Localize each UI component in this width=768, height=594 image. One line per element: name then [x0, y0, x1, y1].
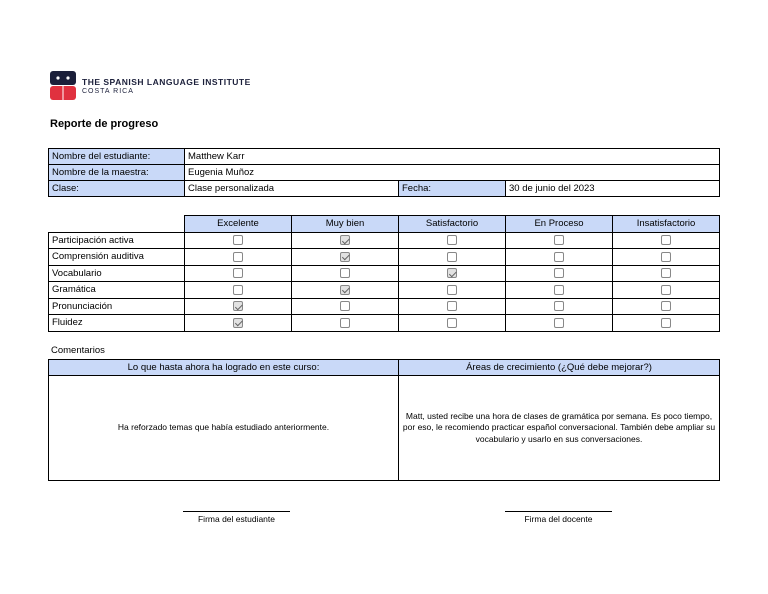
- rating-cell: [506, 315, 613, 332]
- rating-row: [49, 249, 720, 266]
- student-row: [49, 149, 720, 165]
- rating-table: [48, 215, 720, 332]
- rating-cell: [185, 315, 292, 332]
- rating-row-label: Vocabulario: [49, 265, 185, 282]
- unchecked-checkbox[interactable]: [447, 252, 457, 262]
- unchecked-checkbox[interactable]: [447, 285, 457, 295]
- rating-cell: [185, 232, 292, 249]
- rating-cell: [613, 315, 720, 332]
- growth-header: Áreas de crecimiento (¿Qué debe mejorar?): [399, 360, 720, 376]
- col-en-proceso: En Proceso: [506, 216, 613, 233]
- unchecked-checkbox[interactable]: [447, 235, 457, 245]
- col-insatisfactorio: Insatisfactorio: [613, 216, 720, 233]
- institute-name: THE SPANISH LANGUAGE INSTITUTE: [82, 77, 251, 87]
- rating-row: [49, 298, 720, 315]
- unchecked-checkbox[interactable]: [661, 301, 671, 311]
- checked-checkbox[interactable]: [340, 252, 350, 262]
- rating-header-row: [49, 216, 720, 233]
- unchecked-checkbox[interactable]: [233, 268, 243, 278]
- unchecked-checkbox[interactable]: [554, 252, 564, 262]
- rating-cell: [185, 282, 292, 299]
- rating-row-label: Gramática: [49, 282, 185, 299]
- comments-body-row: [49, 376, 720, 481]
- comments-table: [48, 359, 720, 481]
- unchecked-checkbox[interactable]: [340, 268, 350, 278]
- unchecked-checkbox[interactable]: [233, 285, 243, 295]
- teacher-label: Nombre de la maestra:: [49, 165, 185, 181]
- rating-cell: [613, 298, 720, 315]
- rating-cell: [399, 315, 506, 332]
- teacher-signature-label: Firma del docente: [524, 514, 593, 524]
- rating-cell: [399, 282, 506, 299]
- student-label: Nombre del estudiante:: [49, 149, 185, 165]
- rating-row: [49, 315, 720, 332]
- rating-cell: [613, 265, 720, 282]
- rating-row-label: Pronunciación: [49, 298, 185, 315]
- rating-cell: [292, 265, 399, 282]
- rating-cell: [506, 282, 613, 299]
- report-title: Reporte de progreso: [50, 118, 159, 130]
- student-signature-label: Firma del estudiante: [197, 514, 275, 524]
- rating-cell: [185, 298, 292, 315]
- unchecked-checkbox[interactable]: [340, 301, 350, 311]
- rating-corner: [49, 216, 185, 233]
- rating-cell: [292, 315, 399, 332]
- checked-checkbox[interactable]: [233, 301, 243, 311]
- achieved-text: Ha reforzado temas que había estudiado anteriormente.: [49, 376, 399, 481]
- date-label: Fecha:: [399, 181, 506, 197]
- rating-cell: [506, 298, 613, 315]
- rating-cell: [399, 249, 506, 266]
- rating-cell: [292, 298, 399, 315]
- col-satisfactorio: Satisfactorio: [399, 216, 506, 233]
- rating-cell: [292, 282, 399, 299]
- unchecked-checkbox[interactable]: [233, 252, 243, 262]
- rating-cell: [399, 265, 506, 282]
- unchecked-checkbox[interactable]: [340, 318, 350, 328]
- rating-cell: [292, 232, 399, 249]
- rating-row-label: Fluidez: [49, 315, 185, 332]
- unchecked-checkbox[interactable]: [233, 235, 243, 245]
- unchecked-checkbox[interactable]: [554, 235, 564, 245]
- unchecked-checkbox[interactable]: [554, 301, 564, 311]
- unchecked-checkbox[interactable]: [661, 268, 671, 278]
- unchecked-checkbox[interactable]: [447, 318, 457, 328]
- rating-row-label: Comprensión auditiva: [49, 249, 185, 266]
- class-label: Clase:: [49, 181, 185, 197]
- class-value: Clase personalizada: [185, 181, 399, 197]
- rating-body: [49, 232, 720, 331]
- rating-cell: [185, 265, 292, 282]
- teacher-name: Eugenia Muñoz: [185, 165, 720, 181]
- student-info-table: [48, 148, 720, 197]
- unchecked-checkbox[interactable]: [447, 301, 457, 311]
- rating-cell: [506, 232, 613, 249]
- unchecked-checkbox[interactable]: [554, 285, 564, 295]
- checked-checkbox[interactable]: [233, 318, 243, 328]
- rating-cell: [292, 249, 399, 266]
- rating-cell: [399, 298, 506, 315]
- rating-cell: [506, 249, 613, 266]
- institute-logo-icon: [50, 71, 76, 100]
- rating-cell: [613, 232, 720, 249]
- unchecked-checkbox[interactable]: [661, 235, 671, 245]
- checked-checkbox[interactable]: [340, 285, 350, 295]
- teacher-row: [49, 165, 720, 181]
- achieved-header: Lo que hasta ahora ha logrado en este curso:: [49, 360, 399, 376]
- unchecked-checkbox[interactable]: [661, 252, 671, 262]
- comments-label: Comentarios: [51, 345, 105, 356]
- checked-checkbox[interactable]: [340, 235, 350, 245]
- checked-checkbox[interactable]: [447, 268, 457, 278]
- rating-row: [49, 265, 720, 282]
- teacher-signature-line: [505, 511, 612, 512]
- growth-text: Matt, usted recibe una hora de clases de gramática por semana. Es poco tiempo, por eso, le recomiendo practicar español conversacional. También debe ampliar su vocabulario y usarlo en sus conversaciones.: [399, 376, 720, 481]
- rating-row-label: Participación activa: [49, 232, 185, 249]
- rating-row: [49, 282, 720, 299]
- rating-cell: [506, 265, 613, 282]
- col-excelente: Excelente: [185, 216, 292, 233]
- class-row: [49, 181, 720, 197]
- rating-row: [49, 232, 720, 249]
- comments-header-row: [49, 360, 720, 376]
- unchecked-checkbox[interactable]: [661, 318, 671, 328]
- col-muy-bien: Muy bien: [292, 216, 399, 233]
- date-value: 30 de junio del 2023: [506, 181, 720, 197]
- rating-cell: [613, 282, 720, 299]
- rating-cell: [613, 249, 720, 266]
- unchecked-checkbox[interactable]: [554, 318, 564, 328]
- rating-cell: [399, 232, 506, 249]
- unchecked-checkbox[interactable]: [554, 268, 564, 278]
- unchecked-checkbox[interactable]: [661, 285, 671, 295]
- student-signature-line: [183, 511, 290, 512]
- institute-location: COSTA RICA: [82, 88, 134, 95]
- student-name: Matthew Karr: [185, 149, 720, 165]
- rating-cell: [185, 249, 292, 266]
